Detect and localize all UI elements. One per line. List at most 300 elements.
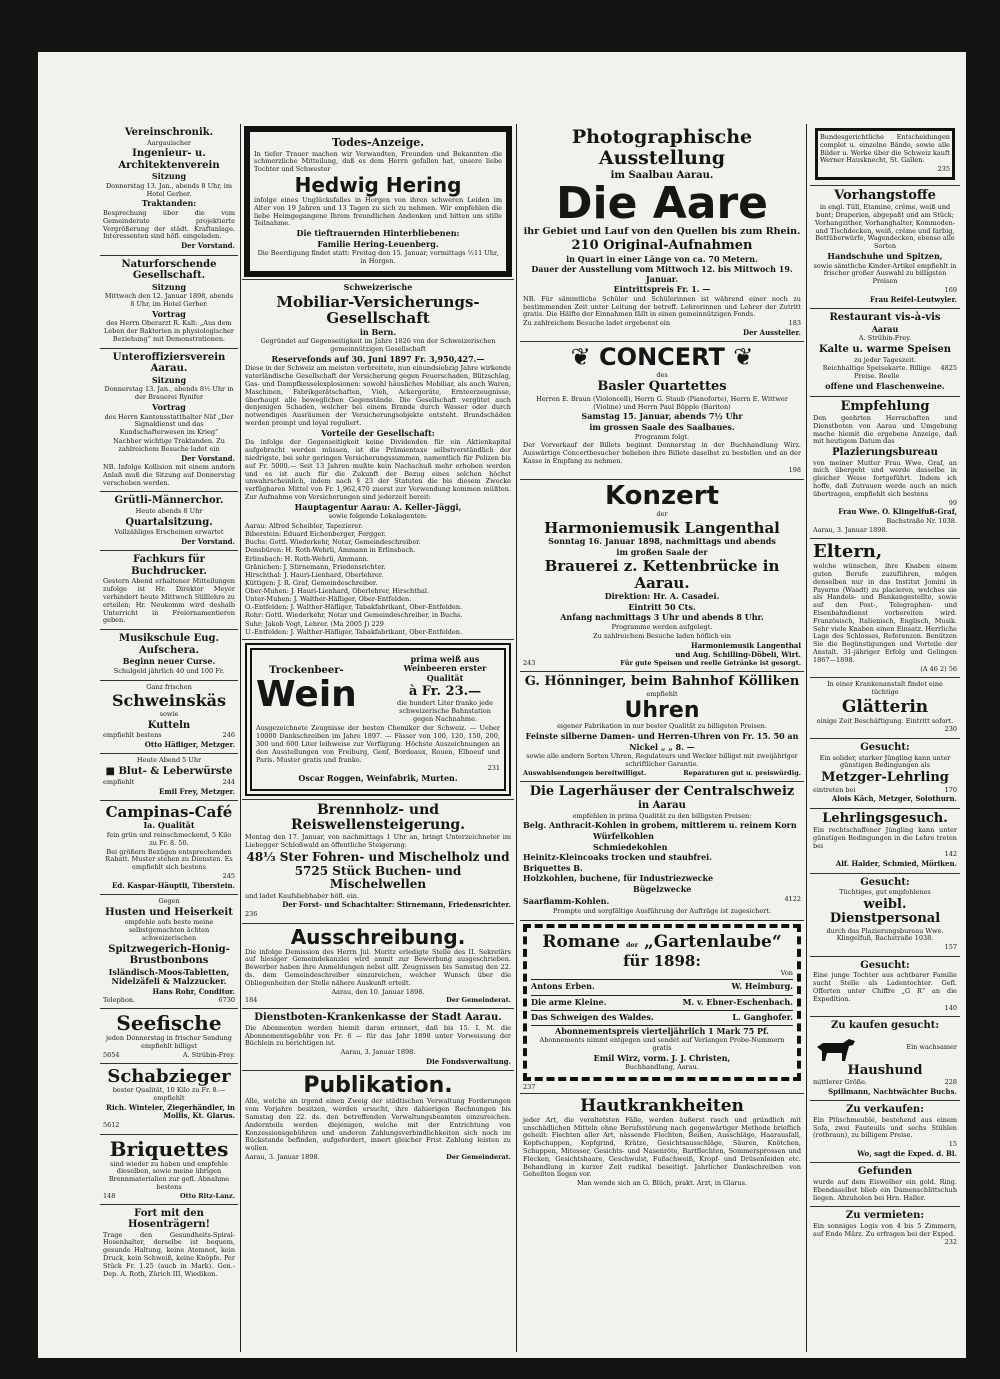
signature: Der Vorstand.	[181, 536, 235, 546]
text: Die tieftrauernden Hinterbliebenen:	[296, 228, 460, 239]
text: Herren E. Braun (Violoncell), Herrn G. Staub (Pianoforte), Herrn E. Wittwer (Violine) und Herrn Paul Böpple (Bariton)	[536, 394, 788, 411]
romane-ad	[520, 924, 804, 1094]
text: Zu zahlreichem Besuche ladet ergebenst ein	[523, 319, 671, 328]
text: im großen Saale der	[616, 546, 708, 557]
text: Sonntag 16. Januar 1898, nachmittags und abends	[548, 536, 776, 547]
text: Sitzung	[151, 374, 187, 385]
mobiliar-ad	[242, 280, 514, 640]
text: offene und Flaschenweine.	[825, 381, 945, 392]
list-item: Schmiedekohlen	[593, 841, 668, 852]
text: Harmoniemusik Langenthal	[544, 518, 780, 537]
text: Die Aare	[555, 178, 769, 230]
text: Tüchtiges, gut empfohlenes	[839, 888, 931, 897]
ad-title	[531, 933, 793, 952]
text: Programme werden aufgelegt.	[611, 623, 713, 632]
haushund-ad	[810, 1017, 960, 1101]
ad-number: 246	[222, 731, 235, 740]
text: Trage den Gesundheits-Spiral-Hosenhalter, derselbe ist bequem, gesunde Haltung, keine Atemnot, kein Druck, kein Schweiß, keine Knöpfe. Per Stück Fr. 1.25 (auch in Mark). Gen.-Dep. A. Roth, Zürich III, Wiedikon.	[103, 1230, 235, 1278]
ad-number: 184	[245, 996, 258, 1005]
text: empfiehlt	[646, 689, 678, 698]
ad-title: Wein	[256, 674, 357, 716]
ornament-icon: ❦	[733, 343, 754, 372]
ad-number: 228	[944, 1078, 957, 1087]
ornament-icon: ❦	[570, 343, 591, 372]
empfehlung-ad	[810, 397, 960, 540]
vermieten-ad	[810, 1207, 960, 1251]
text: Prompte und sorgfältige Ausführung der Aufträge ist zugesichert.	[553, 907, 771, 916]
list-item: Unter-Muhen: J. Walther-Häfliger, Ober-Entfelden.	[245, 595, 412, 604]
ad-title: Todes-Anzeige.	[331, 136, 425, 149]
blutwurst-ad	[100, 754, 238, 800]
ad-number: 15	[948, 1140, 957, 1149]
ad-number: 235	[937, 165, 950, 174]
list-item: Heinitz-Kleincoaks trocken und staubfrei.	[523, 852, 712, 863]
list-item: U.-Entfelden: J. Walther-Häfliger, Tabakfabrikant, Ober-Entfelden.	[245, 627, 463, 636]
ad-number: 169	[944, 286, 957, 295]
text: Programm folgt.	[634, 432, 690, 441]
brennholz-ad	[242, 800, 514, 924]
signature: und Aug. Schilling-Döbeli, Wirt.	[675, 650, 801, 660]
text: Schweizerische	[343, 282, 413, 292]
text: Die infolge Demission des Herrn Jul. Moritz erledigte Stelle des II. Sekretärs auf hiesiger Gemeindekanzlei wird anmit zur Bewerbung ausgeschrieben. Bewerber haben ihre Anmeldungen nebst allf. Zeugnissen bis Samstag den 22. ds. dem Gemeindeschreiber einzureichen, welcher Wunsch über die Obliegenheiten der Stelle nähere Auskunft erteilt.	[245, 947, 511, 987]
signature: Der Gemeinderat.	[446, 996, 511, 1005]
text: in Bern.	[359, 326, 397, 337]
pig-icon: ■	[105, 766, 115, 778]
vorhangstoffe-ad	[810, 186, 960, 309]
text: Uhren	[624, 698, 700, 724]
newspaper-page	[38, 52, 966, 1358]
wein-ad	[242, 643, 514, 800]
signature: Frau Wwe. O. Klingelfuß-Graf,	[838, 507, 957, 517]
todes-anzeige	[242, 126, 514, 280]
signature: Der Forst- und Schachtalter: Stirnemann, Friedensrichter.	[282, 900, 511, 910]
ad-number: 6730	[218, 996, 235, 1005]
lagerhaeuser-ad	[520, 782, 804, 921]
text: 210 Original-Aufnahmen	[571, 238, 753, 254]
seefische-ad	[100, 1009, 238, 1063]
text: Abonnements nimmt entgegen und sendet auf Verlangen Probe-Nummern gratis	[539, 1036, 785, 1053]
ad-number: 99	[948, 498, 957, 507]
text: und ladet Kaufsliebhaber höfl. ein.	[245, 891, 360, 900]
text: NB. Infolge Kollision mit einem andern Anlaß muß die Sitzung auf Donnerstag verschoben werden.	[103, 462, 235, 487]
metzger-lehrling-ad	[810, 739, 960, 809]
text: sowie	[159, 709, 179, 718]
text: die hundert Liter franko jede schweizerische Bahnstation gegen Nachnahme.	[397, 698, 493, 723]
text: Der Vorverkauf der Billets beginnt Donnerstag in der Buchhandlung Wirz. Auswärtige Concertbesucher belieben ihre Billete daselbst zu bestellen und an der Kasse in Empfang zu nehmen.	[523, 441, 801, 465]
text: durch das Plazierungsbureau Wwe. Klingelfuß, Bachstraße 1038.	[826, 926, 944, 943]
husten-ad	[100, 895, 238, 1009]
text: Heute abends 8 Uhr	[135, 506, 203, 515]
text: Ein rechtschaffener Jüngling kann unter günstigen Bedingungen in die Lehre treten bei	[813, 826, 957, 850]
ad-title: Gesucht:	[860, 876, 910, 888]
text: Telephon.	[103, 996, 136, 1005]
text: Vorteile der Gesellschaft:	[321, 427, 435, 438]
ad-title: Eltern,	[813, 541, 883, 563]
text: NB. Für sämmtliche Schüler und Schülerinnen ist während einer noch zu bestimmenden Zeit unter Leitung der betreff. Lehrerinnen und Lehrer der Zutritt gratis. Die Hälfte der Einnahmen fällt in einen gemeinnützigen Fonds.	[523, 294, 801, 319]
ad-title: Glätterin	[841, 696, 929, 717]
text: 48⅓ Ster Fohren- und Mischelholz und	[246, 850, 510, 865]
text: Metzger-Lehrling	[821, 770, 949, 786]
text: In einer Krankenanstalt findet eine tüchtige	[827, 680, 943, 697]
ad-title: Musikschule Eug. Aufschera.	[119, 633, 219, 656]
ad-number: 231	[487, 764, 500, 773]
text: Haushund	[847, 1062, 923, 1078]
campinas-ad	[100, 801, 238, 895]
text: Da infolge der Gegenseitigkeit keine Dividenden für ein Aktienkapital aufgebracht werden müssen, ist die Prämientaxe selbstverständlich der niedrigste, bei sehr geringen Versicherungssummen, namentlich für Polizen bis auf Fr. 5000.— Seit 13 Jahren mußte kein Nachschuß mehr erhoben werden und es ist auch für die Zukunft der Bezug eines solchen höchst unwahrscheinlich, indem nach § 23 der Statuten die bis diesem Zwecke verfügbaren Mittel von Fr. 1,962,470 zuerst zur Verwendung kommen müßten. Zur Aufnahme von Versicherungen sind jederzeit bereit:	[245, 438, 511, 501]
text: im Saalbau Aarau.	[610, 169, 714, 181]
ad-title: Zu verkaufen:	[846, 1104, 924, 1116]
signature: Die Fondsverwaltung.	[426, 1056, 511, 1066]
text: Aarau	[871, 323, 899, 334]
text: im grossen Saale des Saalbaues.	[589, 421, 735, 432]
ad-number: 5612	[103, 1120, 120, 1129]
ad-title: Husten und Heiserkeit	[105, 906, 233, 918]
text: à Fr. 23.—	[408, 683, 482, 699]
text: Eintritt 50 Cts.	[628, 601, 696, 612]
fachkurs-ad	[100, 551, 238, 630]
text: der	[656, 509, 668, 518]
eltern-ad	[810, 539, 960, 678]
column-1	[100, 124, 238, 1352]
ad-title: Vorhangstoffe	[834, 187, 936, 203]
ad-title	[103, 766, 235, 778]
ad-number: 245	[222, 871, 235, 880]
column-3	[520, 124, 804, 1352]
ad-title: Publikation.	[303, 1073, 453, 1099]
signature: Otto Häfliger, Metzger.	[144, 740, 235, 750]
text: des	[656, 370, 668, 379]
ad-title: Brennholz- und Reiswellensteigerung.	[290, 801, 466, 834]
ad-number: 4825	[940, 364, 957, 373]
text: Kutteln	[147, 719, 191, 731]
list-item: Hirschthal: J. Hauri-Lienhard, Oberlehrer.	[245, 570, 384, 579]
ad-title: Photographische Ausstellung	[571, 126, 753, 169]
text: fein grün und reinschmeckend, 5 Kilo zu Fr. 8. 50.	[106, 830, 232, 847]
verkaufen-ad	[810, 1101, 960, 1163]
list-item: Würfelkohlen	[593, 830, 654, 841]
list-item: Saarflamm-Kohlen.	[523, 895, 610, 906]
text: Vollzähliges Erscheinen erwartet	[114, 528, 224, 537]
ad-number: 140	[944, 1003, 957, 1012]
signature: Wo, sagt die Exped. d. Bl.	[857, 1149, 957, 1159]
publikation-ad	[242, 1071, 514, 1164]
text: sowie sämtliche Kinder-Artikel empfiehlt in frischer großer Auswahl zu billigsten Preisen	[813, 261, 957, 286]
text: empfehlen in prima Qualität zu den billigsten Preisen:	[572, 811, 752, 820]
text: der	[625, 940, 639, 949]
signature: Oscar Roggen, Weinfabrik, Murten.	[298, 773, 458, 784]
list-item: Densbüren: H. Roth-Wehrli, Ammann in Erlinsbach.	[245, 546, 416, 555]
signature: Alois Käch, Metzger, Solothurn.	[831, 794, 957, 804]
text: Aargauischer	[146, 138, 192, 147]
ad-number: 148	[103, 1191, 116, 1200]
text: von meiner Mutter Frau Wwe. Graf, an mich übergeht und werde dasselbe in gleicher Weise fortgeführt. Indem ich hoffe, daß Zutrauen werde auch an mich übertragen, empfiehlt sich bestens	[813, 458, 957, 498]
signature: Der Vorstand.	[181, 453, 235, 463]
naturforschende-ad	[100, 256, 238, 349]
signature: Emil Wirz, vorm. J. J. Christen,	[593, 1052, 731, 1063]
list-item: Briquettes B.	[523, 862, 583, 873]
text: Handschuhe und Spitzen,	[827, 251, 943, 262]
list-item: Küttigen: J. R. Graf, Gemeindeschreiber.	[245, 578, 378, 587]
text: in Aarau	[638, 800, 686, 812]
list-item: O.-Entfelden: J. Walther-Häfliger, Tabakfabrikant, Ober-Entfelden.	[245, 603, 463, 612]
column-2	[242, 124, 514, 1352]
text: Nickel „ „ 8. —	[629, 741, 695, 752]
text: In tiefer Trauer machen wir Verwandten, Freunden und Bekannten die schmerzliche Mitteilung, daß es dem Herrn gefallen hat, unsere liebe Tochter und Schwester	[254, 149, 502, 174]
ad-number: 157	[944, 943, 957, 952]
text: Direktion: Hr. A. Casadei.	[604, 591, 720, 602]
ad-title: Gefunden	[857, 1166, 913, 1178]
text: empfiehlt	[103, 777, 135, 786]
text: Feinste silberne Damen- und Herren-Uhren von Fr. 15. 50 an	[525, 731, 799, 742]
text: „Gartenlaube“	[643, 931, 782, 952]
list-item: Biberstein: Eduard Eichenberger, Fergger.	[245, 530, 386, 539]
ad-title: Campinas-Café	[105, 802, 233, 821]
text: Beginn neuer Curse.	[122, 656, 216, 667]
ad-title: Unteroffiziersverein Aarau.	[112, 351, 226, 375]
text: Von	[780, 969, 793, 978]
coal-list	[523, 821, 801, 907]
lehrlingsgesuch-ad	[810, 809, 960, 874]
text: des Herrn Kantonsstatthalter Näf „Der Signaldienst und das Kundschafterwesen im Krieg“	[104, 412, 234, 437]
text: Trockenbeer-	[269, 664, 344, 676]
text: Man wende sich an G. Blüch, prakt. Arzt, in Glarus.	[577, 1179, 747, 1188]
text: Ein solider, starker Jüngling kann unter günstigen Bedingungen als	[819, 753, 951, 770]
text: A. Strübin-Frey.	[858, 334, 912, 343]
text: Anfang nachmittags 3 Uhr und abends 8 Uhr.	[560, 612, 764, 623]
dienstboten-ad	[242, 1009, 514, 1071]
text: sowie alle andern Sorten Uhren, Regulateurs und Wecker billigst mit zweijähriger schriftlicher Garantie.	[526, 752, 798, 769]
text: Brauerei z. Kettenbrücke in Aarau.	[544, 557, 780, 592]
text: Ein sonniges Logis von 4 bis 5 Zimmern, auf Ende März. Zu erfragen bei der Exped.	[813, 1221, 957, 1238]
restaurant-ad	[810, 309, 960, 396]
text: Reservefonds auf 30. Juni 1897 Fr. 3,950,427.—	[271, 353, 485, 364]
ad-number: 244	[222, 777, 235, 786]
text: Aarau, den 10. Januar 1898.	[331, 987, 425, 996]
text: jeder Art, die veraltetsten Fälle, werden äußerst rasch und gründlich mit unschädlichen Mitteln ohne Berufsstörung nach gegenwärtiger Methode brieflich geheilt: Flechten aller Art, nässende Flechten, Beißen, Ausschläge, Haarausfall, Kopfschuppen, Kopfgrind, Krätze, Gesichtsausschläge, Säuren, Knötchen, Schuppen, Mitesser, Gesichts- und Nasenröte, Bartflechten, Sommersprossen und Flecken, Gesichtshaare, Geschwulst, Fußschweiß, Kropf- und Drüsenleiden etc. Behandlung in kurzer Zeit radikal beseitigt. Jahrlicher Dankschreiben von Geheilten liegen vor.	[523, 1115, 801, 1179]
text: infolge eines Unglücksfalles in Horgen von ihren schweren Leiden im Alter von 19 Jahren und 13 Tagen zu sich zu nehmen. Wir empfehlen die liebe Heimgegangene Ihrem freundlichen Andenken und bitten um stille Teilnahme.	[254, 196, 502, 228]
list-item: Aarau: Alfred Scheibler, Tapezierer.	[245, 522, 363, 531]
list-item: Rohr: Gottl. Wiederkehr, Notar und Gemeindeschreiber, in Buchs.	[245, 611, 463, 620]
text: Familie Hering-Leuenberg.	[317, 238, 439, 249]
ad-title	[523, 345, 801, 370]
ad-title: Fort mit den Hosenträgern!	[127, 1207, 211, 1231]
ad-title: Ausschreibung.	[290, 924, 466, 949]
signature: Otto Ritz-Lanz.	[180, 1191, 235, 1200]
text: eintreten bei	[813, 785, 856, 794]
uhren-ad	[520, 672, 804, 782]
column-4	[810, 124, 960, 1352]
ad-number: 198	[788, 465, 801, 474]
text: M. v. Ebner-Eschenbach.	[682, 996, 793, 1007]
text: W. Heimburg.	[731, 980, 793, 991]
ad-title: Lehrlingsgesuch.	[822, 810, 948, 826]
bundesgericht-ad	[810, 124, 960, 186]
ausschreibung-ad	[242, 924, 514, 1010]
text: Vortrag	[152, 308, 186, 319]
signature: A. Strübin-Frey.	[182, 1050, 235, 1059]
text: Zu zahlreichem Besuche laden höflich ein	[593, 631, 731, 640]
text: bester Qualität, 10 Kilo zu Fr. 8.— empfiehlt	[112, 1086, 226, 1103]
list-item: Gränichen: J. Stirnemann, Friedensrichter.	[245, 562, 386, 571]
konzert-ad	[520, 480, 804, 673]
column-rule	[806, 124, 807, 1352]
text: ihr Gebiet und Lauf von den Quellen bis zum Rhein.	[523, 226, 801, 238]
ad-title: Briquettes	[109, 1136, 229, 1161]
ad-number: 5654	[103, 1050, 120, 1059]
gefunden-ad	[810, 1163, 960, 1207]
ad-title: Dienstboten-Krankenkasse der Stadt Aarau.	[254, 1012, 502, 1024]
schabzieger-ad	[100, 1064, 238, 1135]
text: Eine junge Tochter aus achtbarer Familie sucht Stelle als Ladentochter. Gefl. Offerten unter Chiffre „G R“ an die Expedition.	[813, 971, 957, 1003]
ad-title: Die Lagerhäuser der Centralschweiz	[529, 783, 795, 799]
musikschule-ad	[100, 630, 238, 680]
signature: Buchhandlung, Aarau.	[625, 1063, 699, 1072]
text: Dauer der Ausstellung vom Mittwoch 12. bis Mittwoch 19. Januar.	[531, 264, 793, 284]
text: Mittwoch den 12. Januar 1898, abends 8 Uhr, im Hotel Gerber.	[104, 292, 234, 309]
ladentochter-ad	[810, 957, 960, 1017]
ad-number: 237	[523, 1083, 536, 1092]
signature: Emil Frey, Metzger.	[159, 786, 235, 796]
text: mittlerer Größe.	[813, 1078, 867, 1087]
text: 5725 Stück Buchen- und Mischelwellen	[294, 864, 462, 892]
text: Quartalsitzung.	[125, 516, 213, 528]
text: Diese in der Schweiz am meisten verbreitete, nun einundsiebzig Jahre wirkende vaterländische Gesellschaft der Versicherung gegen Feuerschaden, Blitzschlag, Gas- und Dampfkesselexplosionen: sowohl häusliches Mobiliar, als auch Waren, Maschinen, Fabrikgerätschaften, Vieh, Ackergeräte, Ernteerzeugnisse, überhaupt alle beweglichen Gegenstände. Die Gesellschaft vergütet auch denjenigen Schaden, welcher bei einem Brande durch Wasser oder durch notwendiges Ausräumen der Versicherungsobjekte entsteht. Brandschäden werden prompt und loyal reguliert.	[245, 364, 511, 427]
text: Den geehrten Herrschaften und Dienstboten von Aarau und Umgebung mache hiemit die ergebene Anzeige, daß mit heutigem Datum das	[813, 413, 957, 446]
text: für 1898:	[623, 951, 701, 970]
ad-number: 170	[944, 785, 957, 794]
ad-number: 236	[245, 909, 258, 918]
text: Bundesgerichtliche Entscheidungen complet u. einzelne Bände, sowie alle Bilder u. Werke über die Schweiz kauft Werner Hausknecht, St. Gallen.	[820, 133, 950, 165]
text: Donnerstag 13. Jan., abends 8 Uhr, im Hotel Gerber.	[105, 181, 233, 198]
text: Gegründet auf Gegenseitigkeit im Jahre 1826 von der Schweizerischen gemeinnützigen Gesellschaft	[260, 337, 496, 353]
text: Ausgezeichnete Zeugnisse der besten Chemiker der Schweiz. — Ueber 10000 Dankschreiben im Jahre 1897. — Fässer von 100, 120, 150, 200, 300 und 600 Liter leihweise zur Verfügung. Höchste Auszeichnungen an den Ausstellungen von Freiburg, Genf, Bordeaux, Rouen, Elboeuf und Paris. Muster gratis und franko.	[256, 724, 500, 764]
ad-number: 230	[944, 725, 957, 734]
ad-title: G. Hönninger, beim Bahnhof Kölliken	[524, 674, 800, 690]
ad-title: Schweinskäs	[111, 691, 227, 711]
text: Vortrag	[152, 402, 186, 413]
text: welche wünschen, ihre Knaben einem guten Berufe zuzuführen, mögen denselben nur in das Institut Jomini in Payerne (Waadt) zu placieren, welches sie als Handels- und Bankangestellte, sowie auf den Post-, Telegraphen- und Eisenbahndienst vorbereiten wird. Französisch, Italienisch, Englisch, Musik. Sehr viele Knaben einen Einsatz. Herrliche Lage des Schlosses, Referenzen. Benützen Sie die Begünstigungen und Vorteile der Anstalt. 31-jähriger Erfolg und Gelingen 1867—1898.	[813, 562, 957, 664]
text: Isländisch-Moos-Tabletten, Nidelzäfeli & Malzzucker.	[108, 966, 230, 987]
list-item: Holzkohlen, buchene, für Industriezwecke	[523, 873, 714, 884]
ad-number: 232	[944, 1238, 957, 1247]
briquettes-ad	[100, 1135, 238, 1205]
text: Abonnementspreis vierteljährlich 1 Mark 75 Pf.	[555, 1025, 769, 1036]
signature: Hans Rohr, Conditor.	[152, 987, 235, 997]
text: Aarau, 3. Januar 1898.	[813, 525, 888, 534]
text: CONCERT	[599, 343, 725, 372]
text: sowie folgende Lokalagenten:	[328, 512, 428, 521]
text: Sitzung	[151, 281, 187, 292]
text: Samstag 15. Januar, abends 7½ Uhr	[581, 411, 743, 422]
dienstpersonal-ad	[810, 874, 960, 957]
text: Basler Quartettes	[597, 379, 727, 395]
text: eigener Fabrikation in nur bester Qualität zu billigsten Preisen.	[557, 722, 767, 731]
text: Ganz frischen	[146, 682, 192, 691]
list-item: Buchs: Gottl. Wiederkehr, Notar, Gemeindeschreiber.	[245, 538, 421, 547]
text: Heute Abend 5 Uhr	[136, 756, 202, 765]
signature: Ed. Kaspar-Häuptli, Tiberstein.	[112, 880, 235, 890]
text: Reparaturen gut u. preiswürdig.	[683, 769, 801, 777]
hosentraeger-ad	[100, 1205, 238, 1283]
text: Schulgeld jährlich 40 und 100 Fr.	[113, 666, 225, 675]
signature: Frau Reifel-Leutwyler.	[870, 294, 957, 304]
text: Hedwig Hering	[294, 173, 462, 198]
text: des Herrn Oberarzt R. Kalt: „Aus dem Leben der Bakterien in physiologischer Beziehung“ mit Demonstrationen.	[104, 319, 234, 344]
text: Aarau, 3. Januar 1898.	[245, 1152, 320, 1161]
ad-title: Zu kaufen gesucht:	[830, 1020, 940, 1032]
text: Montag den 17. Januar, von nachmittags 1 Uhr an, bringt Unterzeichneter im Liebegger Schloßwald an öffentliche Steigerung:	[245, 833, 511, 850]
ad-title: Mobiliar-Versicherungs-Gesellschaft	[276, 292, 480, 328]
signature: Der Aussteller.	[743, 328, 801, 338]
signature: Der Vorstand.	[181, 241, 235, 251]
ad-title: Restaurant vis-à-vis	[829, 312, 941, 324]
text: Spitzwegerich-Honig-Brustbonbons	[108, 943, 230, 967]
list-item: Belg. Anthracit-Kohlen in grobem, mittlerem u. reinem Korn	[523, 820, 797, 831]
signature: Rich. Winteler, Ziegerhändler, in Mollis, Kt. Glarus.	[106, 1103, 235, 1121]
text: Gestern Abend erhaltener Mitteilungen zufolge ist Hr. Direktor Meyer verhindert heute Mittwoch Stilllehre zu erteilen; Hr. Neukomm wird deshalb Unterricht in Freiornamentieren geben.	[103, 577, 235, 625]
signature: Der Gemeinderat.	[446, 1152, 511, 1161]
ad-title: Fachkurs für Buchdrucker.	[131, 554, 207, 577]
ad-title: Ingenieur- u. Architektenverein	[118, 148, 220, 171]
text: L. Ganghofer.	[732, 1012, 793, 1023]
ad-title: Konzert	[604, 480, 720, 511]
text: Donnerstag 13. Jan., abends 8½ Uhr in der Brauerei Rynifer	[104, 385, 234, 402]
gruetli-ad	[100, 492, 238, 551]
text: Bachstraße Nr. 1038.	[886, 516, 957, 525]
ad-title: Gesucht:	[860, 742, 910, 754]
ad-title: Grütli-Männerchor.	[114, 495, 224, 507]
signature: Harmoniemusik Langenthal	[690, 640, 801, 650]
text: Nachher wichtige Traktanden. Zu zahlreichem Besuche ladet ein	[113, 437, 225, 453]
text: Auswahlsendungen bereitwilligst.	[523, 769, 647, 777]
vereinschronik-heading: Vereinschronik.	[124, 127, 214, 138]
dog-icon	[813, 1033, 859, 1063]
schweinskaes-ad	[100, 681, 238, 755]
vereinschronik-block	[100, 124, 238, 256]
list-item: Bügelzwecke	[633, 883, 692, 894]
text: Alle, welche an irgend einen Zweig der städtischen Verwaltung Forderungen vom Vorjahre besitzen, werden ersucht, ihre dahierigen Rechnungen bis Samstag den 22. ds. den betreffenden Verwaltungsbeamten einzureichen. Andernteils werden diejenigen, welche mit der Entrichtung von Konzessionsgebühren und anderen Zahlungsverbindlichkeiten sich noch im Rückstande befinden, aufgefordert, innert gleicher Frist Zahlung leisten zu wollen.	[245, 1097, 511, 1153]
text: prima weiß aus Weinbeeren erster Qualität	[403, 653, 487, 684]
glaetterin-ad	[810, 678, 960, 739]
list-item: Suhr: Jakob Vogt, Lehrer. (Ma 2005 J) 229	[245, 619, 384, 628]
text: Romane	[542, 931, 621, 952]
text: Sitzung	[151, 171, 187, 182]
text: empfehle aufs beste meine selbstgemachten ächten schweizerischen	[124, 918, 214, 943]
text: Hauptagentur Aarau: A. Keller-Jäggi,	[294, 501, 462, 512]
text: in Quart in einer Länge von ca. 70 Metern.	[566, 253, 758, 264]
signature: Alf. Halder, Schmied, Möriken.	[835, 859, 957, 869]
ad-title: Gesucht:	[860, 959, 910, 971]
text: Plazierungsbureau	[832, 447, 938, 459]
ad-title: Zu vermieten:	[845, 1210, 925, 1222]
list-item: Die arme Kleine.	[531, 996, 607, 1007]
text: Gegen	[158, 897, 180, 906]
ad-title: Schabzieger	[107, 1065, 231, 1087]
ad-title: Empfehlung	[840, 398, 930, 414]
text: Die Beerdigung findet statt: Freitag den 15. Januar, vormittags ½11 Uhr, in Horgen.	[257, 249, 499, 266]
text: jeden Donnerstag in frischer Sendung empfiehlt billigst	[106, 1034, 232, 1051]
text: Ein Plüschmeublé, bestehend aus einem Sofa, zwei Fauteuils und sechs Stühlen (rotbraun), zu billigem Preise.	[813, 1115, 957, 1140]
unteroffiziersverein-ad	[100, 349, 238, 493]
agent-list	[245, 522, 511, 636]
text: Ein wachsamer	[906, 1043, 957, 1051]
ad-number: 4122	[784, 894, 801, 903]
text: Ia. Qualität	[143, 820, 195, 831]
text: Für gute Speisen und reelle Getränke ist gesorgt.	[620, 659, 801, 668]
text: Kalte u. warme Speisen	[818, 344, 952, 356]
concert-ad	[520, 342, 804, 479]
signature: Spillmann, Nachtwächter Buchs.	[828, 1087, 957, 1096]
